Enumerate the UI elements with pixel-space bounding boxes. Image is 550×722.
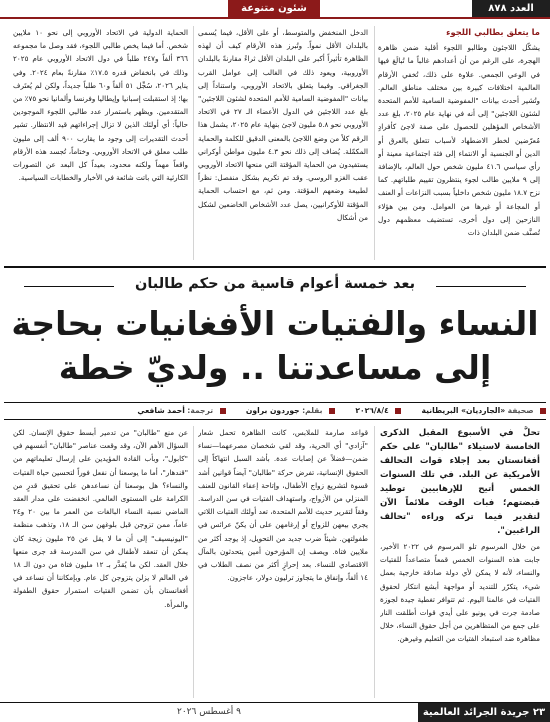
- headline-kicker: بعد خمسة أعوام قاسية من حكم طالبان: [134, 276, 416, 292]
- byline-date: ٢٠٢٦/٨/٤: [355, 406, 389, 415]
- page-number: ٢٣: [532, 707, 546, 718]
- square-bullet-icon: [540, 408, 546, 414]
- column-divider: [193, 426, 194, 698]
- source-label: صحيفة: [507, 406, 534, 415]
- column-divider: [193, 26, 194, 260]
- footer-date: ٩ أغسطس ٢٠٢٦: [176, 707, 241, 717]
- top-article-text-2: الدخل المنخفض والمتوسط، أو على الأقل، فيما يُسمى بالبلدان الأقل نمواً. وتُبرز هذه الأرقام كيف أن لهذه الظاهرة تأثيراً أكبر على البلدان الأقل ثراءً مقارنةً بالبلدان الأوروبية، ويعود ذلك في الغالب إلى عوامل القرب الجغرافي. وفيما يتعلق بالاتحاد الأوروبي، واستناداً إلى بيانات "المفوضية السامية للأمم المتحدة لشئون اللاجئين" بلغ عدد اللاجئين في الدول الأعضاء الـ ٢٧ في الاتحاد الأوروبي نحو ٥.٨ مليون لاجئ بنهاية عام ٢٠٢٥، يشمل هذا الرقم كلاً من وضع اللاجئ بالمعنى الدقيق للكلمة والحماية المكمّلة. يُضاف إلى ذلك نحو ٤.٣ مليون مواطن أوكراني يستفيدون من الحماية المؤقتة التي منحها الاتحاد الأوروبي عقب الغزو الروسي. وقد تم تكريم بشكل منفصل: نظراً لطبيعة وضعهم المؤقتة. ومن ثم، مع احتساب الحماية المؤقتة للأوكرانيين، يصل عدد الأشخاص الخاضعين لشكل من أشكال: [198, 28, 368, 222]
- author-name: جوردون براون: [245, 406, 300, 415]
- issue-number: العدد ٨٧٨: [472, 0, 550, 18]
- page-footer: [0, 702, 550, 722]
- headline-line-1: النساء والفتيات الأفغانيات بحاجة: [11, 304, 539, 343]
- headline-line-2: إلى مساعدتنا .. ولديّ خطة: [58, 348, 492, 387]
- byline-date-wrap: [355, 403, 401, 419]
- footer-publication: [418, 703, 550, 722]
- square-bullet-icon: [220, 408, 226, 414]
- bottom-article-text-3: عن منع "طالبان" من تدمير أبسط حقوق الإنسان. لكن السؤال الأهم الآن، وقد وقعت عناصر "طالبان" أنفسهم في "كابول"، وبأب القادة المؤيدين على إرسال تعليماتهم من "قندهار"، أما ما يوسعنا أن نفعل فوراً لتحسين حياة الفتيات والنساء؟ هل بوسعنا أن نساعدهن على تحقيق قدرٍ من الكرامة على المستوى العالمي. انخفضت على مدار العقد الماضي نسبة النساء البالغات من العمر ما بين ٢٠ و٢٤ عاماً، ممن تزوجن قبل بلوغهن سن الـ ١٨، وتذهب منظمة "اليونيسيف" إلى أن ما لا يقل عن ٢٥ مليون زيجة كان يمكن أن تنعقد لأطفال في سن المدرسة قد جرى منعها خلال العقد. لكن ما يُقدَّر بـ ١٢ مليون فتاة من دون الـ ١٨ في العالم لا يزلن يتزوجن كل عام. وبإمكاننا أن نساعد في أفغانستان بأن تضمن الفتيات استمرار حقوق الطفولة والمرأة.: [13, 428, 188, 609]
- column-divider: [374, 426, 375, 698]
- square-bullet-icon: [395, 408, 401, 414]
- top-article-subhead: ما يتعلق بطالبي اللجوء: [446, 27, 540, 37]
- bottom-article-text-2: قواعد صارمة للملابس، كانت الظاهرة تحمل شعار "آزادي" أي الحرية، وقد لقي شخصان مصرعهما—نساء ضمن—فضلاً عن إصابات عدة. بأشد السبل انتهاكاً إلى الحقوق الإنسانية، تفرض حركة "طالبان" آيضاً قوانين أشد قسوة لتشريع زواج الأطفال، وإتاحة إعفاء القانون للعنف المنزلي من الأزواج، واستهداف الفتيات في سن الدراسة. وفقاً لتقرير حديث للأمم المتحدة، تعد أولئك الفتيات اللاتي يجري بيعهن للزواج أو إرغامهن على أن يكنّ عرائس في طفولتهن. شيئاً ضرب جديد من التحويل، إذ يوجد أكثر من ملايين فتاة. ويصف إن المؤرخون أمين يتحدثون بالمآل الاقتصادي للنساء. بعد إحرازٍ أكثر من نصف الطلاب في ١٤ ألفاً، وإنفاق ما يتجاوز ترليون دولار، عاجزون.: [198, 428, 368, 583]
- headline-block: [4, 266, 546, 396]
- byline-bar: [4, 402, 546, 420]
- section-label: شئون متنوعة: [228, 0, 320, 18]
- byline-translator: [137, 403, 225, 419]
- article-lead: تحلُّ في الأسبوع المقبل الذكرى الخامسة لاستيلاء "طالبان" على حكم أفغانستان بعد إجلاء قوات التحالف الأمريكية عن البلد. في تلك السنوات الخمس أتيح للإرهابيين توطيد قبضتهم؛ فبات الوقت ملائماً الآن لتقدير فيما تركه وراءه "تحالف الراغبين".: [380, 428, 540, 536]
- top-article-column-3: [13, 26, 188, 260]
- square-bullet-icon: [329, 408, 335, 414]
- top-article-text-1: يشكّل اللاجئون وطالبو اللجوء أقلية ضمن ظاهرة الهجرة، على الرغم من أن أعدادهم غالباً ما تُبالَغ فيها في الوعي الجمعي. علاوة على ذلك، تُخفي الأرقام العالمية اختلافات كبيرة بين مختلف مناطق العالم. وتُشير أحدث بيانات "المفوضية السامية للأمم المتحدة لشئون اللاجئين" إلى أنه في نهاية عام ٢٠٢٥، بلغ عدد الأشخاص المؤهلين للحصول على صفة لاجئ كأفرادٍ مُعرّضين لخطر الاضطهاد لأسباب تتعلق بالعرق أو الدين أو الجنسية أو الانتماء إلى فئة اجتماعية معينة أو رأي سياسي ٤١.٦ مليون شخص حول العالم، بالإضافة إلى ٩ ملايين طالب لجوء ينتظرون تقييم طلباتهم. كما نزح ١٨.٧ مليون شخص داخلياً بسبب النزاعات أو العنف أو المجاعة أو غيرها من العوامل. ومن بين هؤلاء النازحين إلى دول أخرى، تستضيف معظمهم دول تُصنَّف ضمن البلدان ذات: [378, 43, 540, 238]
- byline-source: [422, 403, 546, 419]
- source-name: «الجارديان» البريطانية: [421, 406, 506, 415]
- author-label: بقلم:: [302, 406, 323, 415]
- bottom-article-column-3: [13, 426, 188, 698]
- translator-label: ترجمة:: [187, 406, 214, 415]
- page-header: [0, 0, 550, 18]
- header-rule: [0, 17, 550, 19]
- byline-author: [246, 403, 335, 419]
- column-divider: [374, 26, 375, 260]
- bottom-article-column-1: [380, 426, 540, 698]
- publication-name: جريدة الجرائد العالمية: [422, 707, 530, 718]
- translator-name: أحمد شافعي: [137, 406, 185, 415]
- top-article-column-1: [378, 26, 540, 260]
- bottom-article-column-2: [198, 426, 368, 698]
- top-article-column-2: [198, 26, 368, 260]
- top-article-text-3: الحماية الدولية في الاتحاد الأوروبي إلى نحو ١٠ ملايين شخص. أما فيما يخص طالبي اللجوء، فقد وصل ما مجموعه ٣٦٦ ألفاً و٢٤٧ طلباً في دول الاتحاد الأوروبي عام ٢٠٢٥ وذلك في بانخفاض قدره ١٧.٥٪ مقارنةً بعام ٢٠٢٤. وفي يناير ٢٠٢٦، سُجِّل ٥١ ألفاً و٦٠ طلباً جديداً، ولكن لم يُعتَرف بها؛ إذ استقبلت إسبانيا وإيطاليا وفرنسا وألمانيا نحو ٧٥٪ من المتقدمين. ويظهر باستمرار عدد طالبي اللجوء الموجودين حالياً: أي أولئك الذين لا تزال إجراءاتهم قيد الانتظار. تشير أحدث التقديرات إلى وجود ما يقارب ٩٠٠ ألف إلى مليون طلب معلق في الاتحاد الأوروبي. وختاماً، تُجسد هذه الأرقام واقعاً مهماً ولكنه محدود، بعيداً كل البعد عن التصورات الكارثية التي باتت شائعة في الأخبار والخطابات السياسية.: [13, 28, 188, 183]
- bottom-article-text-1: من خلال المرسوم تلو المرسوم في ٢٠٢٢ الأخير، جابت هذه السنوات الخمس قمعاً متصاعداً للفتيات والنساء، لأنه لا يمكن لأي دولة صادقة خارجية بعمل شيء، يتكرّر للتنديد أو مواجهة أبشع انتكار لحقوق الفتيات في عالمنا اليوم. ثم تتوافر تغطية جيدة لجوزة صادمة جرت في يونيو على أيدي قوات أطلقت النار على جمع من المتظاهرين من أجل حقوق النساء، خلال مظاهرة ضد استبعاد الفتيات من التعليم وغيرهن.: [380, 542, 540, 644]
